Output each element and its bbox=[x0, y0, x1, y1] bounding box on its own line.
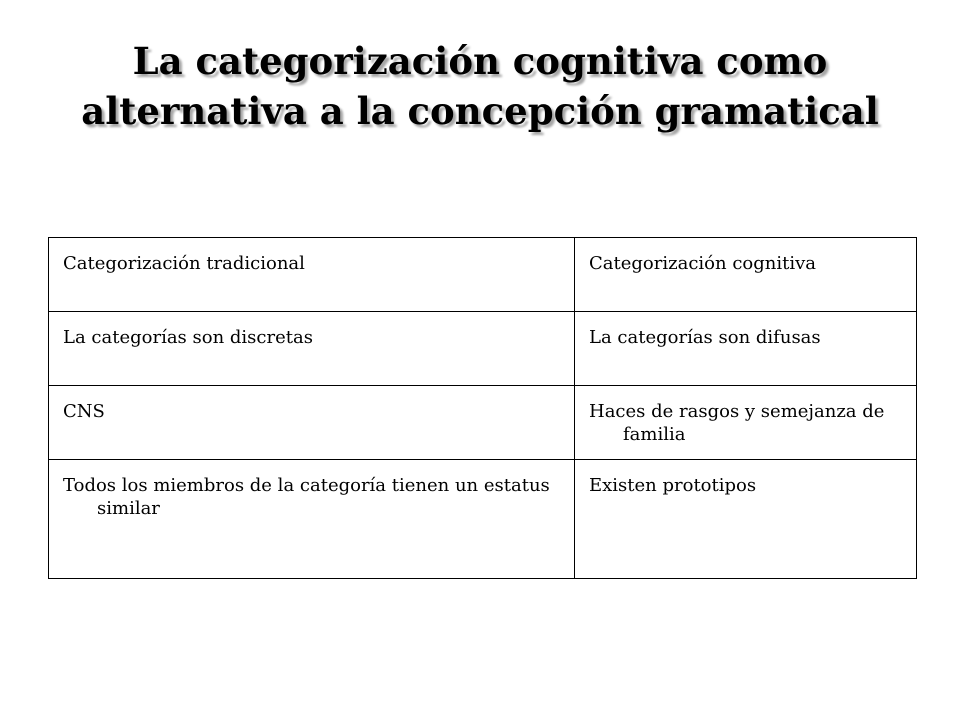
comparison-table bbox=[48, 237, 917, 579]
table-row bbox=[49, 460, 917, 579]
table-cell bbox=[575, 386, 917, 460]
table-row bbox=[49, 312, 917, 386]
cell-text: Todos los miembros de la categoría tienen un estatus similar bbox=[63, 475, 550, 519]
table-cell bbox=[575, 238, 917, 312]
table-cell bbox=[575, 460, 917, 579]
cell-text: La categorías son discretas bbox=[63, 327, 313, 348]
table-cell bbox=[49, 386, 575, 460]
cell-text: Existen prototipos bbox=[589, 475, 757, 496]
title-line-2: alternativa a la concepción gramatical bbox=[81, 89, 879, 133]
cell-text: Haces de rasgos y semejanza de familia bbox=[589, 401, 885, 445]
table-cell bbox=[49, 238, 575, 312]
cell-text: Categorización tradicional bbox=[63, 253, 305, 274]
table-row bbox=[49, 386, 917, 460]
title-line-1: La categorización cognitiva como bbox=[132, 39, 828, 83]
table-cell bbox=[575, 312, 917, 386]
slide-title bbox=[40, 36, 920, 136]
cell-text: La categorías son difusas bbox=[589, 327, 821, 348]
table-row bbox=[49, 238, 917, 312]
table-cell bbox=[49, 460, 575, 579]
table-cell bbox=[49, 312, 575, 386]
cell-text: CNS bbox=[63, 401, 105, 422]
cell-text: Categorización cognitiva bbox=[589, 253, 816, 274]
